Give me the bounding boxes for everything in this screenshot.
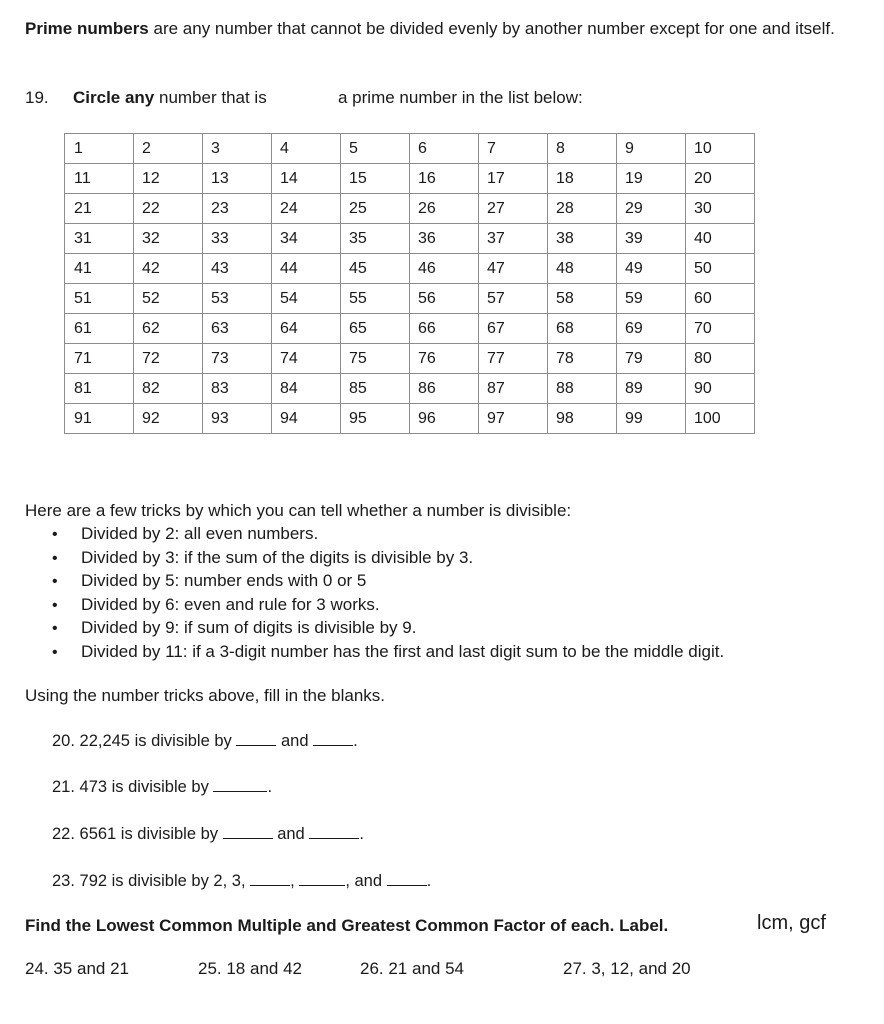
trick-item: [52, 569, 724, 593]
problem-24: 24. 35 and 21: [25, 959, 129, 978]
number-cell[interactable]: 90: [686, 374, 755, 404]
number-cell[interactable]: 31: [65, 224, 134, 254]
number-cell[interactable]: 30: [686, 194, 755, 224]
number-cell[interactable]: 70: [686, 314, 755, 344]
question-20: [52, 731, 358, 751]
number-cell[interactable]: 1: [65, 134, 134, 164]
period: .: [267, 778, 273, 796]
number-cell[interactable]: 28: [548, 194, 617, 224]
number-cell[interactable]: 58: [548, 284, 617, 314]
handwritten-label: lcm, gcf: [757, 912, 826, 934]
number-cell[interactable]: 27: [479, 194, 548, 224]
question-21: [52, 777, 272, 797]
number-cell[interactable]: 99: [617, 404, 686, 434]
trick-item: [52, 616, 724, 640]
bullet-icon: •: [52, 573, 58, 590]
period: .: [353, 732, 358, 750]
grid-row: [65, 314, 755, 344]
question-22-text: 22. 6561 is divisible by: [52, 825, 219, 843]
number-cell[interactable]: 18: [548, 164, 617, 194]
trick-text: Divided by 6: even and rule for 3 works.: [81, 594, 380, 614]
number-cell[interactable]: 52: [134, 284, 203, 314]
number-cell[interactable]: 67: [479, 314, 548, 344]
grid-row: [65, 254, 755, 284]
number-cell[interactable]: 62: [134, 314, 203, 344]
bullet-icon: •: [52, 549, 58, 567]
number-cell[interactable]: 45: [341, 254, 410, 284]
number-cell[interactable]: 42: [134, 254, 203, 284]
question-19-number: 19.: [25, 88, 49, 107]
number-cell[interactable]: 37: [479, 224, 548, 254]
number-cell[interactable]: 74: [272, 344, 341, 374]
number-cell[interactable]: 60: [686, 284, 755, 314]
trick-text: Divided by 9: if sum of digits is divisible by 9.: [81, 618, 417, 637]
number-cell[interactable]: 47: [479, 254, 548, 284]
grid-row: [65, 164, 755, 194]
grid-row: [65, 284, 755, 314]
number-cell[interactable]: 69: [617, 314, 686, 344]
trick-text: Divided by 2: all even numbers.: [81, 524, 319, 543]
problem-27: 27. 3, 12, and 20: [563, 959, 691, 978]
number-cell[interactable]: 3: [203, 134, 272, 164]
lcm-gcf-title-text: Find the Lowest Common Multiple and Greatest Common Factor of each. Label.: [25, 916, 669, 935]
number-cell[interactable]: 98: [548, 404, 617, 434]
number-cell[interactable]: 82: [134, 374, 203, 404]
trick-item: [52, 546, 724, 570]
grid-row: [65, 344, 755, 374]
number-cell[interactable]: 79: [617, 344, 686, 374]
number-cell[interactable]: 73: [203, 344, 272, 374]
number-cell[interactable]: 35: [341, 224, 410, 254]
trick-text: Divided by 5: number ends with 0 or 5: [81, 571, 367, 590]
prime-definition-text: are any number that cannot be divided evenly by another number except for one and itself.: [148, 19, 835, 38]
number-cell[interactable]: 14: [272, 164, 341, 194]
trick-item: [52, 640, 724, 664]
number-cell[interactable]: 100: [686, 404, 755, 434]
number-cell[interactable]: 25: [341, 194, 410, 224]
number-cell[interactable]: 56: [410, 284, 479, 314]
trick-text: Divided by 3: if the sum of the digits is divisible by 3.: [81, 547, 474, 567]
number-cell[interactable]: 66: [410, 314, 479, 344]
number-cell[interactable]: 77: [479, 344, 548, 374]
number-cell[interactable]: 11: [65, 164, 134, 194]
bullet-icon: •: [52, 596, 58, 614]
number-cell[interactable]: 72: [134, 344, 203, 374]
number-cell[interactable]: 46: [410, 254, 479, 284]
problem-25: 25. 18 and 42: [198, 959, 302, 978]
question-19: [25, 88, 267, 108]
number-cell[interactable]: 59: [617, 284, 686, 314]
number-cell[interactable]: 22: [134, 194, 203, 224]
number-cell[interactable]: 50: [686, 254, 755, 284]
comma: ,: [290, 872, 295, 890]
number-cell[interactable]: 16: [410, 164, 479, 194]
and-label: , and: [345, 872, 383, 890]
tricks-list: [52, 522, 724, 663]
question-19-tail: a prime number in the list below:: [338, 88, 583, 107]
trick-item: [52, 522, 724, 546]
number-cell[interactable]: 20: [686, 164, 755, 194]
number-cell[interactable]: 75: [341, 344, 410, 374]
number-cell[interactable]: 63: [203, 314, 272, 344]
question-23: [52, 871, 431, 891]
number-cell[interactable]: 64: [272, 314, 341, 344]
number-cell[interactable]: 55: [341, 284, 410, 314]
number-cell[interactable]: 85: [341, 374, 410, 404]
question-19-text: number that is: [154, 88, 267, 107]
number-cell[interactable]: 10: [686, 134, 755, 164]
number-cell[interactable]: 17: [479, 164, 548, 194]
question-22: [52, 824, 364, 844]
number-cell[interactable]: 8: [548, 134, 617, 164]
bullet-icon: •: [52, 643, 58, 661]
number-cell[interactable]: 24: [272, 194, 341, 224]
number-cell[interactable]: 43: [203, 254, 272, 284]
number-cell[interactable]: 84: [272, 374, 341, 404]
number-cell[interactable]: 89: [617, 374, 686, 404]
prime-definition: [25, 18, 860, 40]
number-cell[interactable]: 68: [548, 314, 617, 344]
number-cell[interactable]: 2: [134, 134, 203, 164]
question-23-text: 23. 792 is divisible by 2, 3,: [52, 872, 246, 890]
number-cell[interactable]: 97: [479, 404, 548, 434]
number-cell[interactable]: 9: [617, 134, 686, 164]
answer-blank[interactable]: [236, 731, 276, 746]
grid-row: [65, 194, 755, 224]
lcm-gcf-title: [25, 916, 668, 936]
trick-item: [52, 593, 724, 617]
number-cell[interactable]: 23: [203, 194, 272, 224]
problem-26: 26. 21 and 54: [360, 959, 464, 978]
number-cell[interactable]: 49: [617, 254, 686, 284]
bullet-icon: •: [52, 526, 58, 543]
number-cell[interactable]: 29: [617, 194, 686, 224]
fill-title: Using the number tricks above, fill in the blanks.: [25, 686, 386, 705]
number-cell[interactable]: 91: [65, 404, 134, 434]
number-cell[interactable]: 21: [65, 194, 134, 224]
question-19-bold: Circle any: [73, 88, 155, 107]
number-cell[interactable]: 96: [410, 404, 479, 434]
number-cell[interactable]: 53: [203, 284, 272, 314]
number-cell[interactable]: 87: [479, 374, 548, 404]
number-cell[interactable]: 41: [65, 254, 134, 284]
number-cell[interactable]: 19: [617, 164, 686, 194]
number-cell[interactable]: 71: [65, 344, 134, 374]
tricks-title: Here are a few tricks by which you can tell whether a number is divisible:: [25, 501, 572, 520]
number-cell[interactable]: 54: [272, 284, 341, 314]
grid-row: [65, 404, 755, 434]
answer-blank[interactable]: [309, 824, 359, 839]
answer-blank[interactable]: [213, 777, 267, 792]
number-cell[interactable]: 38: [548, 224, 617, 254]
answer-blank[interactable]: [299, 871, 345, 886]
number-cell[interactable]: 13: [203, 164, 272, 194]
answer-blank[interactable]: [313, 731, 353, 746]
number-cell[interactable]: 34: [272, 224, 341, 254]
number-cell[interactable]: 93: [203, 404, 272, 434]
number-cell[interactable]: 12: [134, 164, 203, 194]
number-cell[interactable]: 15: [341, 164, 410, 194]
number-cell[interactable]: 94: [272, 404, 341, 434]
question-20-text: 20. 22,245 is divisible by: [52, 732, 232, 750]
number-cell[interactable]: 92: [134, 404, 203, 434]
number-cell[interactable]: 39: [617, 224, 686, 254]
question-21-text: 21. 473 is divisible by: [52, 778, 209, 796]
number-cell[interactable]: 44: [272, 254, 341, 284]
number-cell[interactable]: 86: [410, 374, 479, 404]
grid-row: [65, 224, 755, 254]
number-cell[interactable]: 7: [479, 134, 548, 164]
number-cell[interactable]: 36: [410, 224, 479, 254]
trick-text: Divided by 11: if a 3-digit number has the first and last digit sum to be the middle digit.: [81, 641, 725, 661]
number-cell[interactable]: 80: [686, 344, 755, 374]
answer-blank[interactable]: [250, 871, 290, 886]
period: .: [359, 825, 364, 843]
number-cell[interactable]: 81: [65, 374, 134, 404]
grid-row: [65, 374, 755, 404]
number-cell[interactable]: 33: [203, 224, 272, 254]
number-cell[interactable]: 48: [548, 254, 617, 284]
and-label: and: [277, 825, 305, 843]
number-cell[interactable]: 78: [548, 344, 617, 374]
number-cell[interactable]: 95: [341, 404, 410, 434]
number-cell[interactable]: 51: [65, 284, 134, 314]
bullet-icon: •: [52, 620, 58, 637]
answer-blank[interactable]: [387, 871, 427, 886]
number-cell[interactable]: 5: [341, 134, 410, 164]
number-cell[interactable]: 26: [410, 194, 479, 224]
number-grid: [64, 133, 755, 434]
number-cell[interactable]: 88: [548, 374, 617, 404]
period: .: [426, 872, 432, 890]
number-cell[interactable]: 65: [341, 314, 410, 344]
number-cell[interactable]: 61: [65, 314, 134, 344]
and-label: and: [280, 732, 309, 750]
number-cell[interactable]: 4: [272, 134, 341, 164]
number-cell[interactable]: 83: [203, 374, 272, 404]
number-cell[interactable]: 76: [410, 344, 479, 374]
grid-row: [65, 134, 755, 164]
number-cell[interactable]: 32: [134, 224, 203, 254]
answer-blank[interactable]: [223, 824, 273, 839]
number-cell[interactable]: 57: [479, 284, 548, 314]
number-cell[interactable]: 40: [686, 224, 755, 254]
number-cell[interactable]: 6: [410, 134, 479, 164]
prime-term: Prime numbers: [25, 19, 149, 38]
